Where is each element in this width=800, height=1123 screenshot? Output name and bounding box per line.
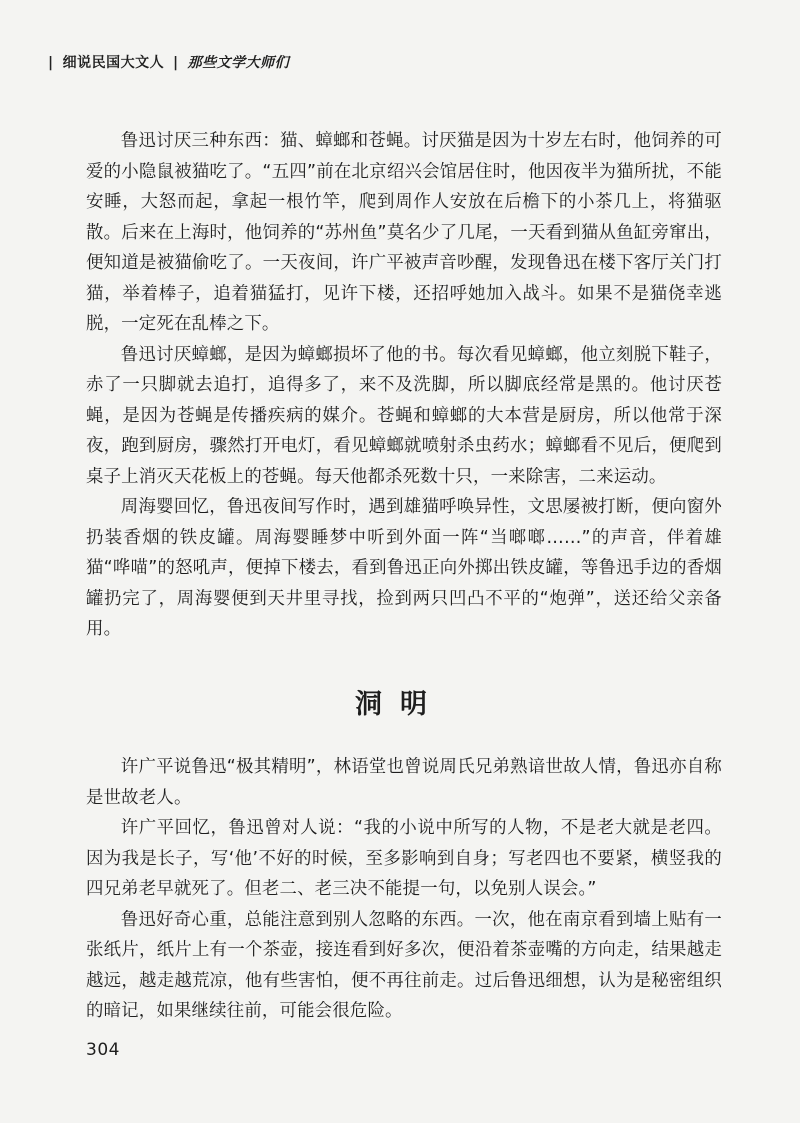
paragraph: 鲁迅讨厌蟑螂，是因为蟑螂损坏了他的书。每次看见蟑螂，他立刻脱下鞋子，赤了一只脚就去追打，追得多了，来不及洗脚，所以脚底经常是黑的。他讨厌苍蝇，是因为苍蝇是传播疾病的媒介。苍蝇和蟑螂的大本营是厨房，所以他常于深夜，跑到厨房，骤然打开电灯，看见蟑螂就喷射杀虫药水；蟑螂看不见后，便爬到桌子上消灭天花板上的苍蝇。每天他都杀死数十只，一来除害，二来运动。 xyxy=(86,344,722,487)
header-separator-left: | xyxy=(48,55,54,71)
page-number: 304 xyxy=(86,1040,120,1060)
paragraph: 许广平说鲁迅“极其精明”，林语堂也曾说周氏兄弟熟谙世故人情，鲁迅亦自称是世故老人。 xyxy=(86,757,722,808)
book-title: 细说民国大文人 xyxy=(62,55,165,71)
paragraph: 许广平回忆，鲁迅曾对人说：“我的小说中所写的人物，不是老大就是老四。因为我是长子，写‘他’不好的时候，至多影响到自身；写老四也不要紧，横竖我的四兄弟老早就死了。但老二、老三决不能提一句，以免别人误会。” xyxy=(86,818,722,899)
paragraph: 鲁迅好奇心重，总能注意到别人忽略的东西。一次，他在南京看到墙上贴有一张纸片，纸片上有一个茶壶，接连看到好多次，便沿着茶壶嘴的方向走，结果越走越远，越走越荒凉，他有些害怕，便不再往前走。过后鲁迅细想，认为是秘密组织的暗记，如果继续往前，可能会很危险。 xyxy=(86,909,722,1021)
paragraph: 周海婴回忆，鲁迅夜间写作时，遇到雄猫呼唤异性，文思屡被打断，便向窗外扔装香烟的铁皮罐。周海婴睡梦中听到外面一阵“当啷啷……”的声音，伴着雄猫“哗喵”的怒吼声，便掉下楼去，看到鲁迅正向外掷出铁皮罐，等鲁迅手边的香烟罐扔完了，周海婴便到天井里寻找，捡到两只凹凸不平的“炮弹”，送还给父亲备用。 xyxy=(86,497,722,639)
chapter-title: 那些文学大师们 xyxy=(187,55,290,71)
section-one-body xyxy=(86,126,722,645)
paragraph: 鲁迅讨厌三种东西：猫、蟑螂和苍蝇。讨厌猫是因为十岁左右时，他饲养的可爱的小隐鼠被猫吃了。“五四”前在北京绍兴会馆居住时，他因夜半为猫所扰，不能安睡，大怒而起，拿起一根竹竿，爬到周作人安放在后檐下的小茶几上，将猫驱散。后来在上海时，他饲养的“苏州鱼”莫名少了几尾，一天看到猫从鱼缸旁窜出，便知道是被猫偷吃了。一天夜间，许广平被声音吵醒，发现鲁迅在楼下客厅关门打猫，举着棒子，追着猫猛打，见许下楼，还招呼她加入战斗。如果不是猫侥幸逃脱，一定死在乱棒之下。 xyxy=(86,131,722,334)
section-two-body xyxy=(86,752,722,1027)
header-separator-middle: | xyxy=(173,55,179,71)
running-header xyxy=(48,54,289,72)
section-heading: 洞明 xyxy=(355,689,445,720)
